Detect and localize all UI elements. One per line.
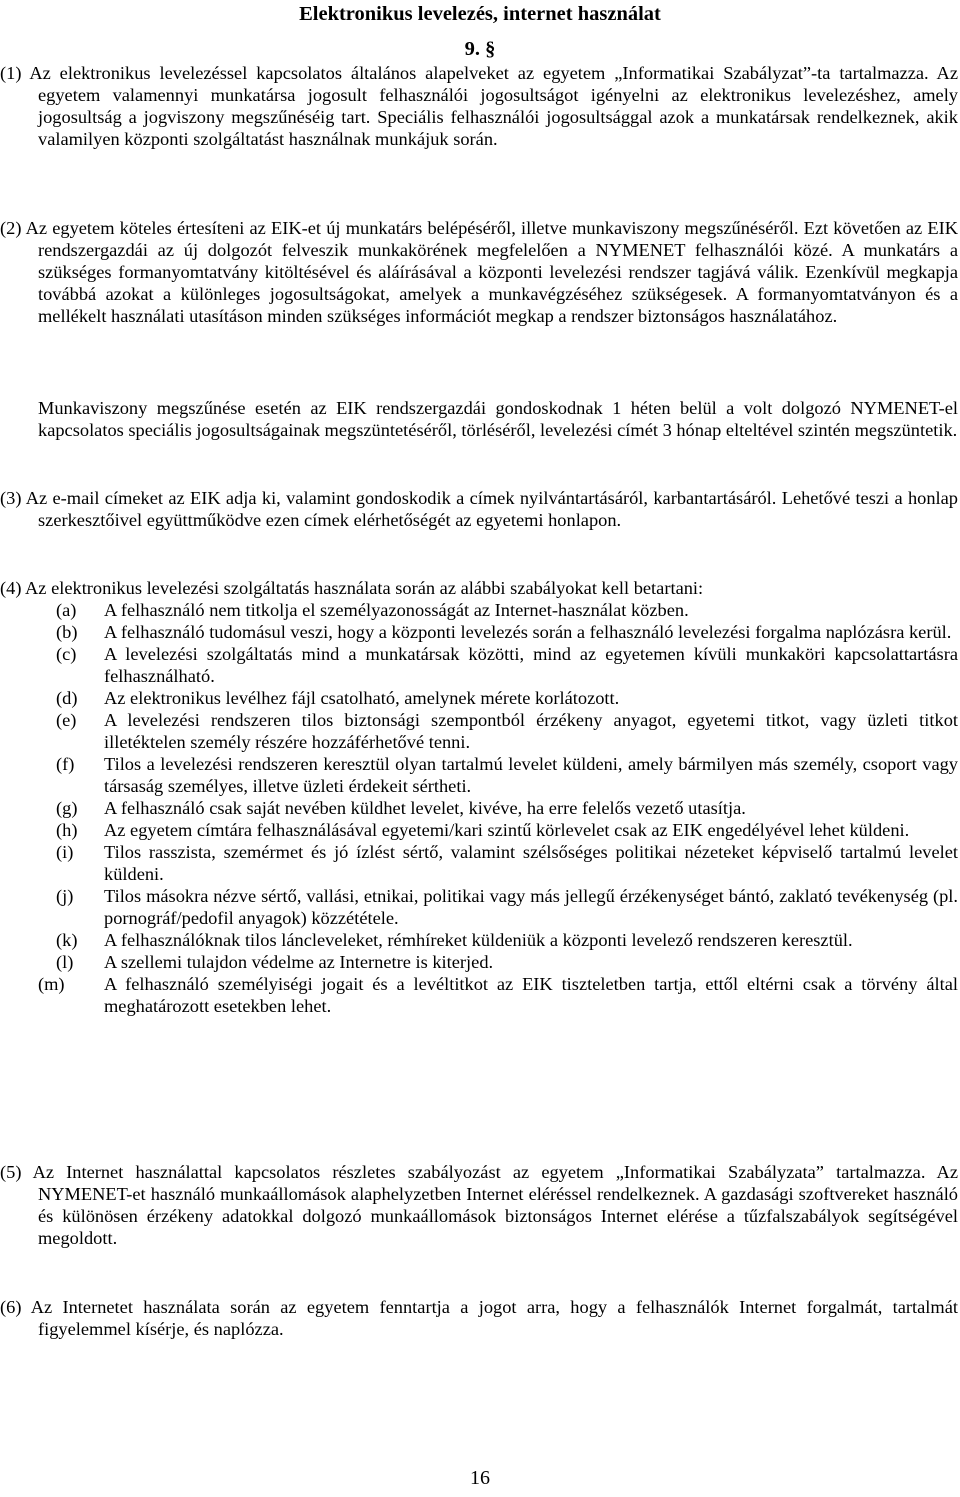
paragraph-4-intro: (4) Az elektronikus levelezési szolgáltatás használata során az alábbi szabályokat kell betartani:: [0, 578, 704, 598]
list-item-label: (m): [38, 974, 65, 994]
section-number: 9. §: [464, 38, 496, 60]
list-item-label: (g): [56, 798, 78, 818]
list-item-label: (b): [56, 622, 78, 642]
page-number: 16: [470, 1467, 490, 1489]
list-item-text: Tilos másokra nézve sértő, vallási, etnikai, politikai vagy más jellegű érzékenységet bántó, zaklató tevékenység (pl. pornográf/pedofil anyagok) közzététele.: [104, 886, 958, 928]
list-item-label: (c): [56, 644, 77, 664]
paragraph-6: (6) Az Internetet használata során az egyetem fenntartja a jogot arra, hogy a felhasználók Internet forgalmát, tartalmát figyelemmel kísérje, és naplózza.: [0, 1297, 958, 1339]
paragraph-2: (2) Az egyetem köteles értesíteni az EIK-et új munkatárs belépéséről, illetve munkaviszony megszűnéséről. Ezt követően az EIK rendszergazdái az új dolgozót felveszik munkakörének megfelelően a NYMENET felhasználói közé. A munkatárs a szükséges formanyomtatvány kitöltésével és aláírásával a központi levelezési rendszer tagjává válik. Ezenkívül megkapja továbbá azokat a különleges jogosultságokat, amelyek a munkavégzéséhez szükségesek. A formanyomtatványon és a mellékelt használati utasításon minden szükséges információt megkap a rendszer biztonságos használatához.: [0, 218, 958, 326]
list-item-label: (f): [56, 754, 75, 774]
list-item: [0, 819, 958, 841]
list-item: [0, 797, 958, 819]
list-item: [0, 643, 958, 687]
paragraph-5: (5) Az Internet használattal kapcsolatos részletes szabályozást az egyetem „Informatikai Szabályzata” tartalmazza. Az NYMENET-et használó munkaállomások alaphelyzetben Internet eléréssel rendelkeznek. A gazdasági szoftvereket használó és különösen érzékeny adatokkal dolgozó munkaállomások biztonságos Internet elérése a tűzfalszabályok segítségével megoldott.: [0, 1162, 958, 1248]
list-item-label: (h): [56, 820, 78, 840]
list-item: [0, 841, 958, 885]
paragraph-1: (1) Az elektronikus levelezéssel kapcsolatos általános alapelveket az egyetem „Informatikai Szabályzat”-ta tartalmazza. Az egyetem valamennyi munkatársa jogosult felhasználói jogosultságot igényelni az elektronikus levelezéshez, amely jogosultság a jogviszony megszűnéséig tart. Speciális felhasználói jogosultsággal azok a munkatársak rendelkeznek, akik valamilyen központi szolgáltatást használnak munkájuk során.: [0, 63, 958, 149]
list-item: [0, 753, 958, 797]
list-item-text: A szellemi tulajdon védelme az Internetre is kiterjed.: [104, 952, 494, 972]
list-item: [0, 885, 958, 929]
paragraph-2-continuation: Munkaviszony megszűnése esetén az EIK rendszergazdái gondoskodnak 1 héten belül a volt dolgozó NYMENET-el kapcsolatos speciális jogosultságainak megszüntetéséről, törléséről, levelezési címét 3 hónap elteltével szintén megszüntetik.: [38, 398, 958, 440]
list-item-text: Az elektronikus levélhez fájl csatolható, amelynek mérete korlátozott.: [104, 688, 620, 708]
list-item: [0, 973, 958, 1017]
document-title: Elektronikus levelezés, internet használat: [299, 3, 661, 25]
list-item-text: A felhasználó nem titkolja el személyazonosságát az Internet-használat közben.: [104, 600, 689, 620]
list-item-text: A felhasználóknak tilos láncleveleket, rémhíreket küldeniük a központi levelező rendszeren keresztül.: [104, 930, 853, 950]
list-item-text: A felhasználó csak saját nevében küldhet levelet, kivéve, ha erre felelős vezető utasítja.: [104, 798, 746, 818]
list-item-text: A felhasználó tudomásul veszi, hogy a központi levelezés során a felhasználó levelezési forgalma naplózásra kerül.: [104, 622, 952, 642]
list-item-label: (e): [56, 710, 77, 730]
list-item-label: (i): [56, 842, 74, 862]
list-item-text: A levelezési rendszeren tilos biztonsági szempontból érzékeny anyagot, egyetemi titkot, vagy üzleti titkot illetéktelen személy részére hozzáférhetővé tenni.: [104, 710, 958, 752]
list-item-text: Az egyetem címtára felhasználásával egyetemi/kari szintű körlevelet csak az EIK engedélyével lehet küldeni.: [104, 820, 910, 840]
list-item-label: (l): [56, 952, 74, 972]
rules-list: [0, 599, 958, 1017]
list-item-label: (d): [56, 688, 78, 708]
paragraph-3: (3) Az e-mail címeket az EIK adja ki, valamint gondoskodik a címek nyilvántartásáról, karbantartásáról. Lehetővé teszi a honlap szerkesztőivel együttműködve ezen címek elérhetőségét az egyetemi honlapon.: [0, 488, 958, 530]
list-item-text: Tilos rasszista, szemérmet és jó ízlést sértő, valamint szélsőséges politikai nézeteket képviselő tartalmú levelet küldeni.: [104, 842, 958, 884]
list-item: [0, 951, 958, 973]
list-item-label: (j): [56, 886, 74, 906]
list-item: [0, 599, 958, 621]
list-item: [0, 709, 958, 753]
list-item-text: A levelezési szolgáltatás mind a munkatársak közötti, mind az egyetemen kívüli munkaköri kapcsolattartásra felhasználható.: [104, 644, 958, 686]
list-item-label: (a): [56, 600, 77, 620]
list-item-label: (k): [56, 930, 78, 950]
list-item: [0, 621, 958, 643]
list-item-text: A felhasználó személyiségi jogait és a levéltitkot az EIK tiszteletben tartja, ettől eltérni csak a törvény által meghatározott esetekben lehet.: [104, 974, 958, 1016]
list-item-text: Tilos a levelezési rendszeren keresztül olyan tartalmú levelet küldeni, amely bármilyen más személy, csoport vagy társaság személyes, illetve üzleti érdekeit sértheti.: [104, 754, 958, 796]
list-item: [0, 687, 958, 709]
list-item: [0, 929, 958, 951]
